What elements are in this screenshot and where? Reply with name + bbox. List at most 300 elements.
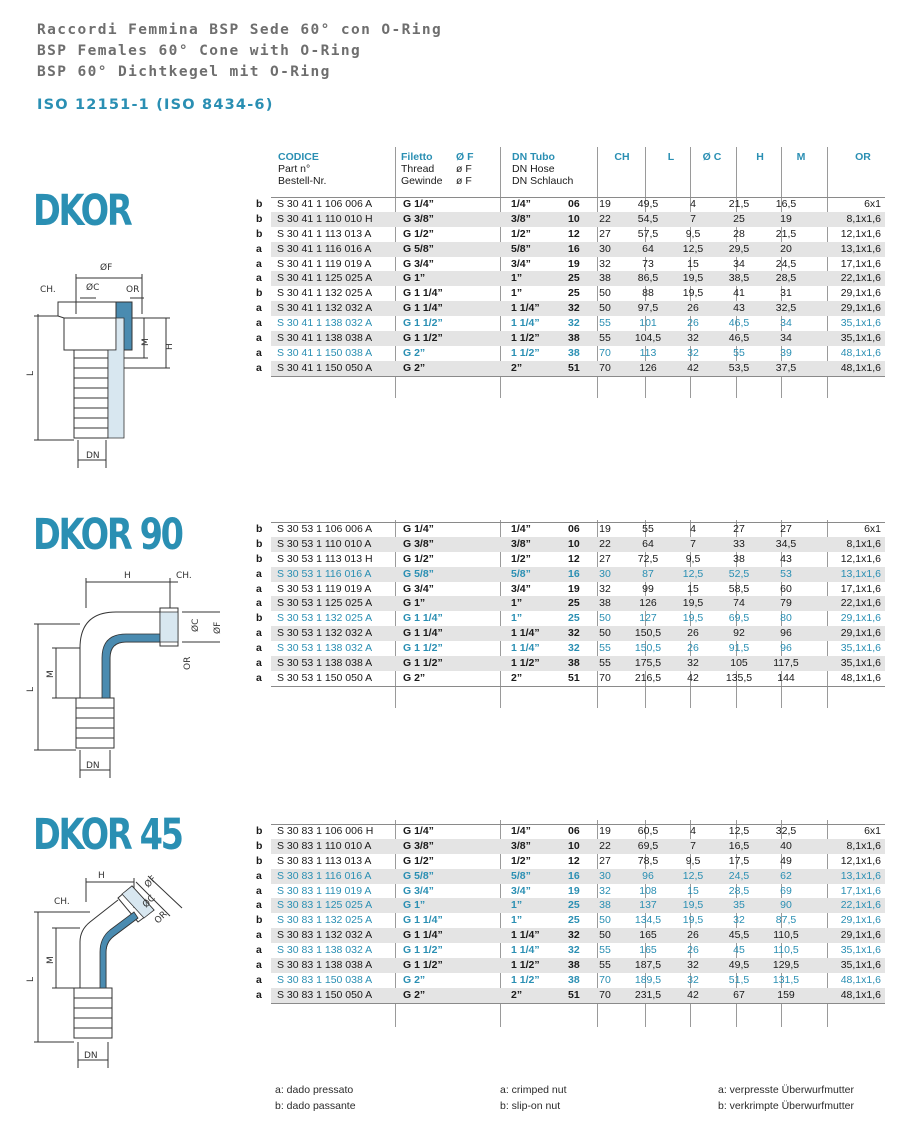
label-l: L: [26, 370, 36, 376]
cell-oc: 42: [687, 361, 699, 374]
cell-part-code: S 30 83 1 138 038 A: [277, 959, 373, 972]
header-of: Ø F ø F ø F: [456, 151, 474, 187]
title-english: BSP Females 60° Cone with O-Ring: [37, 43, 362, 59]
header-thread: Filetto Thread Gewinde: [401, 151, 443, 187]
cell-or: 35,1x1,6: [840, 642, 881, 655]
cell-dn: 16: [568, 567, 580, 580]
cell-nut-type: b: [256, 198, 263, 210]
cell-dn-inch: 1 1/4”: [511, 302, 540, 315]
cell-l: 134,5: [634, 914, 662, 927]
cell-part-code: S 30 53 1 132 032 A: [277, 627, 373, 640]
cell-nut-type: a: [256, 597, 262, 610]
cell-dn-inch: 2”: [511, 671, 523, 684]
cell-nut-type: a: [256, 627, 262, 640]
cell-dn: 10: [568, 839, 580, 852]
cell-ch: 55: [599, 959, 611, 972]
cell-dn-inch: 3/4”: [511, 582, 531, 595]
cell-oc: 26: [687, 642, 699, 655]
cell-dn: 32: [568, 627, 580, 640]
label-m: M: [46, 670, 56, 678]
cell-h: 24,5: [728, 869, 750, 882]
label-oc: ØC: [141, 893, 158, 911]
cell-h: 92: [733, 627, 745, 640]
cell-nut-type: b: [256, 914, 263, 927]
cell-ch: 50: [599, 914, 611, 927]
table-row: [252, 596, 885, 611]
cell-l: 99: [642, 582, 654, 595]
cell-or: 22,1x1,6: [840, 272, 881, 285]
cell-part-code: S 30 41 1 132 032 A: [277, 302, 373, 315]
cell-dn-inch: 3/8”: [511, 839, 531, 852]
cell-part-code: S 30 83 1 125 025 A: [277, 899, 373, 912]
cell-thread: G 1”: [403, 272, 426, 285]
cell-l: 69,5: [637, 839, 659, 852]
cell-h: 32: [733, 914, 745, 927]
cell-h: 27: [733, 523, 745, 535]
cell-l: 55: [642, 523, 654, 535]
cell-nut-type: a: [256, 929, 262, 942]
cell-m: 53: [780, 567, 792, 580]
cell-m: 19: [780, 212, 792, 225]
cell-l: 126: [639, 361, 657, 374]
cell-thread: G 1 1/2”: [403, 332, 443, 345]
cell-m: 16,5: [775, 198, 797, 210]
cell-dn: 19: [568, 884, 580, 897]
cell-dn: 10: [568, 212, 580, 225]
cell-dn-inch: 1 1/4”: [511, 944, 540, 957]
table-row: [252, 227, 885, 242]
cell-ch: 38: [599, 597, 611, 610]
cell-thread: G 1 1/2”: [403, 317, 443, 330]
cell-or: 35,1x1,6: [840, 657, 881, 670]
cell-ch: 70: [599, 988, 611, 1001]
cell-ch: 70: [599, 671, 611, 684]
table-row: [252, 973, 885, 988]
cell-h: 38: [733, 552, 745, 565]
cell-l: 87: [642, 567, 654, 580]
table-row: [252, 656, 885, 671]
cell-or: 8,1x1,6: [846, 537, 881, 550]
label-ch: CH.: [176, 571, 192, 581]
table-bottom-rule: [271, 1003, 885, 1004]
cell-oc: 26: [687, 929, 699, 942]
cell-oc: 15: [687, 257, 699, 270]
cell-l: 72,5: [637, 552, 659, 565]
cell-part-code: S 30 53 1 150 050 A: [277, 671, 373, 684]
cell-dn: 38: [568, 657, 580, 670]
cell-ch: 27: [599, 552, 611, 565]
cell-or: 13,1x1,6: [840, 567, 881, 580]
label-or: OR: [183, 656, 193, 670]
cell-or: 12,1x1,6: [840, 227, 881, 240]
cell-oc: 4: [690, 523, 696, 535]
cell-thread: G 5/8”: [403, 869, 434, 882]
cell-thread: G 3/8”: [403, 537, 434, 550]
cell-m: 110,5: [773, 944, 799, 957]
cell-ch: 32: [599, 582, 611, 595]
cell-h: 17,5: [728, 854, 750, 867]
cell-m: 28,5: [775, 272, 797, 285]
cell-m: 37,5: [775, 361, 797, 374]
cell-l: 104,5: [634, 332, 662, 345]
cell-l: 64: [642, 242, 654, 255]
cell-l: 86,5: [637, 272, 659, 285]
table-row: [252, 869, 885, 884]
cell-dn-inch: 1 1/2”: [511, 657, 540, 670]
cell-l: 126: [639, 597, 657, 610]
cell-dn: 12: [568, 227, 580, 240]
cell-thread: G 1/2”: [403, 552, 434, 565]
cell-oc: 19,5: [682, 612, 704, 625]
section-title-dkor: DKOR: [33, 186, 131, 236]
label-m: M: [46, 956, 56, 964]
cell-dn: 25: [568, 287, 580, 300]
cell-m: 43: [780, 552, 792, 565]
cell-ch: 32: [599, 884, 611, 897]
cell-thread: G 1 1/4”: [403, 612, 443, 625]
cell-dn-inch: 5/8”: [511, 869, 531, 882]
cell-ch: 70: [599, 361, 611, 374]
cell-ch: 55: [599, 944, 611, 957]
cell-dn: 38: [568, 346, 580, 359]
cell-part-code: S 30 83 1 132 025 A: [277, 914, 373, 927]
table-row: [252, 212, 885, 227]
cell-h: 69,5: [728, 612, 750, 625]
cell-m: 117,5: [773, 657, 799, 670]
cell-l: 231,5: [634, 988, 662, 1001]
cell-nut-type: b: [256, 552, 263, 565]
title-german: BSP 60° Dichtkegel mit O-Ring: [37, 64, 331, 80]
cell-part-code: S 30 41 1 110 010 H: [277, 212, 373, 225]
cell-dn-inch: 1/4”: [511, 198, 531, 210]
label-oc: ØC: [191, 618, 201, 632]
table-dkor-90: [252, 522, 885, 686]
cell-m: 24,5: [775, 257, 797, 270]
cell-or: 48,1x1,6: [840, 671, 881, 684]
cell-nut-type: b: [256, 212, 263, 225]
cell-dn: 12: [568, 552, 580, 565]
cell-dn-inch: 5/8”: [511, 242, 531, 255]
cell-nut-type: a: [256, 869, 262, 882]
elbow-45-fitting-drawing: [20, 868, 220, 1068]
cell-m: 60: [780, 582, 792, 595]
table-row: [252, 839, 885, 854]
cell-dn-inch: 1/4”: [511, 523, 531, 535]
cell-or: 17,1x1,6: [840, 582, 881, 595]
cell-part-code: S 30 41 1 132 025 A: [277, 287, 373, 300]
cell-thread: G 1 1/2”: [403, 944, 443, 957]
header-or: OR: [855, 151, 871, 163]
cell-oc: 42: [687, 671, 699, 684]
cell-h: 38,5: [728, 272, 750, 285]
cell-h: 28,5: [728, 884, 750, 897]
cell-h: 41: [733, 287, 745, 300]
table-row: [252, 854, 885, 869]
cell-nut-type: a: [256, 361, 262, 374]
cell-ch: 70: [599, 346, 611, 359]
cell-ch: 27: [599, 227, 611, 240]
cell-nut-type: a: [256, 257, 262, 270]
cell-part-code: S 30 83 1 132 032 A: [277, 929, 373, 942]
cell-or: 48,1x1,6: [840, 973, 881, 986]
cell-or: 48,1x1,6: [840, 346, 881, 359]
cell-dn-inch: 1/2”: [511, 227, 531, 240]
cell-nut-type: a: [256, 302, 262, 315]
header-l: L: [667, 151, 675, 163]
cell-thread: G 2”: [403, 973, 426, 986]
cell-m: 159: [777, 988, 795, 1001]
cell-ch: 19: [599, 198, 611, 210]
label-l: L: [26, 976, 36, 982]
cell-h: 34: [733, 257, 745, 270]
cell-l: 150,5: [634, 627, 662, 640]
cell-or: 8,1x1,6: [846, 839, 881, 852]
cell-ch: 22: [599, 839, 611, 852]
cell-thread: G 1/4”: [403, 825, 434, 837]
label-h: H: [165, 343, 175, 350]
cell-part-code: S 30 41 1 113 013 A: [277, 227, 372, 240]
cell-ch: 55: [599, 317, 611, 330]
cell-h: 105: [730, 657, 748, 670]
cell-oc: 12,5: [682, 567, 704, 580]
cell-thread: G 1 1/2”: [403, 657, 443, 670]
cell-ch: 38: [599, 899, 611, 912]
cell-oc: 32: [687, 959, 699, 972]
straight-fitting-drawing: [20, 258, 220, 468]
cell-oc: 7: [690, 212, 696, 225]
cell-dn-inch: 1 1/2”: [511, 959, 540, 972]
cell-or: 6x1: [864, 523, 881, 535]
cell-nut-type: b: [256, 227, 263, 240]
cell-nut-type: a: [256, 884, 262, 897]
cell-h: 25: [733, 212, 745, 225]
cell-thread: G 2”: [403, 988, 426, 1001]
cell-dn: 06: [568, 523, 580, 535]
cell-ch: 55: [599, 642, 611, 655]
cell-dn-inch: 1 1/2”: [511, 346, 540, 359]
cell-dn: 25: [568, 612, 580, 625]
cell-oc: 19,5: [682, 272, 704, 285]
cell-or: 29,1x1,6: [840, 612, 881, 625]
cell-part-code: S 30 41 1 116 016 A: [277, 242, 372, 255]
cell-oc: 32: [687, 657, 699, 670]
cell-thread: G 1 1/4”: [403, 929, 443, 942]
cell-oc: 42: [687, 988, 699, 1001]
cell-dn-inch: 1 1/4”: [511, 929, 540, 942]
cell-h: 67: [733, 988, 745, 1001]
cell-nut-type: a: [256, 346, 262, 359]
cell-ch: 70: [599, 973, 611, 986]
cell-dn: 32: [568, 302, 580, 315]
cell-thread: G 5/8”: [403, 567, 434, 580]
cell-nut-type: a: [256, 657, 262, 670]
cell-or: 29,1x1,6: [840, 914, 881, 927]
cell-nut-type: b: [256, 839, 263, 852]
cell-l: 101: [639, 317, 657, 330]
cell-l: 88: [642, 287, 654, 300]
cell-part-code: S 30 53 1 138 032 A: [277, 642, 373, 655]
cell-dn-inch: 2”: [511, 361, 523, 374]
header-h: H: [756, 151, 764, 163]
legend-italian: a: dado pressato b: dado passante: [275, 1084, 356, 1112]
cell-dn-inch: 1 1/4”: [511, 317, 540, 330]
cell-m: 31: [780, 287, 792, 300]
cell-l: 64: [642, 537, 654, 550]
iso-standard: ISO 12151-1 (ISO 8434-6): [37, 97, 274, 113]
cell-h: 135,5: [725, 671, 753, 684]
table-row: [252, 958, 885, 973]
cell-part-code: S 30 41 1 119 019 A: [277, 257, 372, 270]
cell-or: 35,1x1,6: [840, 317, 881, 330]
cell-part-code: S 30 83 1 119 019 A: [277, 884, 372, 897]
cell-or: 29,1x1,6: [840, 302, 881, 315]
table-row: [252, 301, 885, 316]
cell-ch: 22: [599, 537, 611, 550]
cell-ch: 50: [599, 287, 611, 300]
label-of: ØF: [143, 874, 159, 891]
header-code: CODICE Part n° Bestell-Nr.: [278, 151, 327, 187]
cell-part-code: S 30 53 1 125 025 A: [277, 597, 373, 610]
cell-oc: 26: [687, 317, 699, 330]
cell-oc: 4: [690, 825, 696, 837]
cell-dn: 51: [568, 361, 580, 374]
cell-part-code: S 30 83 1 116 016 A: [277, 869, 372, 882]
cell-or: 35,1x1,6: [840, 944, 881, 957]
cell-h: 49,5: [728, 959, 750, 972]
cell-m: 21,5: [775, 227, 797, 240]
header-m: M: [796, 151, 806, 163]
label-of: ØF: [100, 263, 113, 273]
cell-h: 52,5: [728, 567, 750, 580]
table-row: [252, 316, 885, 331]
table-row: [252, 197, 885, 212]
cell-oc: 32: [687, 346, 699, 359]
cell-part-code: S 30 83 1 110 010 A: [277, 839, 372, 852]
cell-m: 39: [780, 346, 792, 359]
cell-part-code: S 30 53 1 119 019 A: [277, 582, 372, 595]
table-row: [252, 913, 885, 928]
table-row: [252, 884, 885, 899]
cell-dn: 25: [568, 914, 580, 927]
cell-oc: 4: [690, 198, 696, 210]
header-ch: CH: [614, 151, 630, 163]
cell-part-code: S 30 41 1 125 025 A: [277, 272, 373, 285]
table-row: [252, 671, 885, 686]
cell-nut-type: a: [256, 671, 262, 684]
cell-l: 49,5: [637, 198, 659, 210]
cell-ch: 27: [599, 854, 611, 867]
cell-dn-inch: 1”: [511, 914, 523, 927]
table-row: [252, 361, 885, 376]
cell-l: 78,5: [637, 854, 659, 867]
table-row: [252, 346, 885, 361]
cell-ch: 55: [599, 657, 611, 670]
cell-dn: 16: [568, 869, 580, 882]
cell-nut-type: a: [256, 959, 262, 972]
cell-ch: 30: [599, 242, 611, 255]
cell-thread: G 2”: [403, 671, 426, 684]
label-h: H: [98, 871, 105, 881]
cell-m: 90: [780, 899, 792, 912]
cell-dn: 06: [568, 825, 580, 837]
cell-ch: 32: [599, 257, 611, 270]
cell-h: 28: [733, 227, 745, 240]
cell-h: 45: [733, 944, 745, 957]
cell-nut-type: b: [256, 612, 263, 625]
table-row: [252, 824, 885, 839]
table-row: [252, 286, 885, 301]
cell-l: 127: [639, 612, 657, 625]
cell-thread: G 1 1/4”: [403, 914, 443, 927]
cell-nut-type: b: [256, 825, 263, 837]
label-or: OR: [153, 909, 170, 927]
cell-nut-type: b: [256, 537, 263, 550]
cell-thread: G 1 1/4”: [403, 627, 443, 640]
cell-part-code: S 30 83 1 150 050 A: [277, 988, 373, 1001]
cell-part-code: S 30 41 1 150 038 A: [277, 346, 373, 359]
table-row: [252, 898, 885, 913]
table-row: [252, 242, 885, 257]
table-dkor: [252, 197, 885, 376]
cell-dn: 32: [568, 929, 580, 942]
cell-oc: 15: [687, 884, 699, 897]
cell-nut-type: a: [256, 988, 262, 1001]
cell-dn: 51: [568, 988, 580, 1001]
cell-l: 73: [642, 257, 654, 270]
cell-or: 17,1x1,6: [840, 884, 881, 897]
table-row: [252, 626, 885, 641]
label-dn: DN: [84, 1051, 98, 1061]
cell-thread: G 1 1/4”: [403, 287, 443, 300]
cell-thread: G 1”: [403, 899, 426, 912]
cell-oc: 7: [690, 839, 696, 852]
cell-m: 87,5: [775, 914, 797, 927]
cell-nut-type: a: [256, 944, 262, 957]
cell-part-code: S 30 41 1 138 032 A: [277, 317, 373, 330]
cell-or: 13,1x1,6: [840, 242, 881, 255]
cell-dn: 10: [568, 537, 580, 550]
label-or: OR: [126, 285, 140, 295]
cell-ch: 50: [599, 627, 611, 640]
title-italian: Raccordi Femmina BSP Sede 60° con O-Ring: [37, 22, 443, 38]
cell-oc: 19,5: [682, 597, 704, 610]
cell-or: 29,1x1,6: [840, 627, 881, 640]
table-row: [252, 928, 885, 943]
cell-oc: 26: [687, 302, 699, 315]
cell-l: 137: [639, 899, 657, 912]
cell-or: 29,1x1,6: [840, 287, 881, 300]
cell-dn-inch: 1 1/4”: [511, 642, 540, 655]
cell-oc: 9,5: [685, 227, 701, 240]
cell-thread: G 5/8”: [403, 242, 434, 255]
cell-or: 35,1x1,6: [840, 959, 881, 972]
cell-ch: 30: [599, 869, 611, 882]
cell-h: 35: [733, 899, 745, 912]
cell-part-code: S 30 83 1 150 038 A: [277, 973, 373, 986]
cell-nut-type: a: [256, 899, 262, 912]
table-row: [252, 943, 885, 958]
header-dn: DN Tubo DN Hose DN Schlauch: [512, 151, 574, 187]
cell-dn-inch: 1”: [511, 597, 523, 610]
cell-h: 33: [733, 537, 745, 550]
cell-l: 108: [639, 884, 657, 897]
cell-part-code: S 30 83 1 113 013 A: [277, 854, 372, 867]
cell-oc: 12,5: [682, 869, 704, 882]
cell-m: 32,5: [775, 302, 797, 315]
cell-ch: 55: [599, 332, 611, 345]
cell-ch: 22: [599, 212, 611, 225]
cell-dn: 51: [568, 671, 580, 684]
